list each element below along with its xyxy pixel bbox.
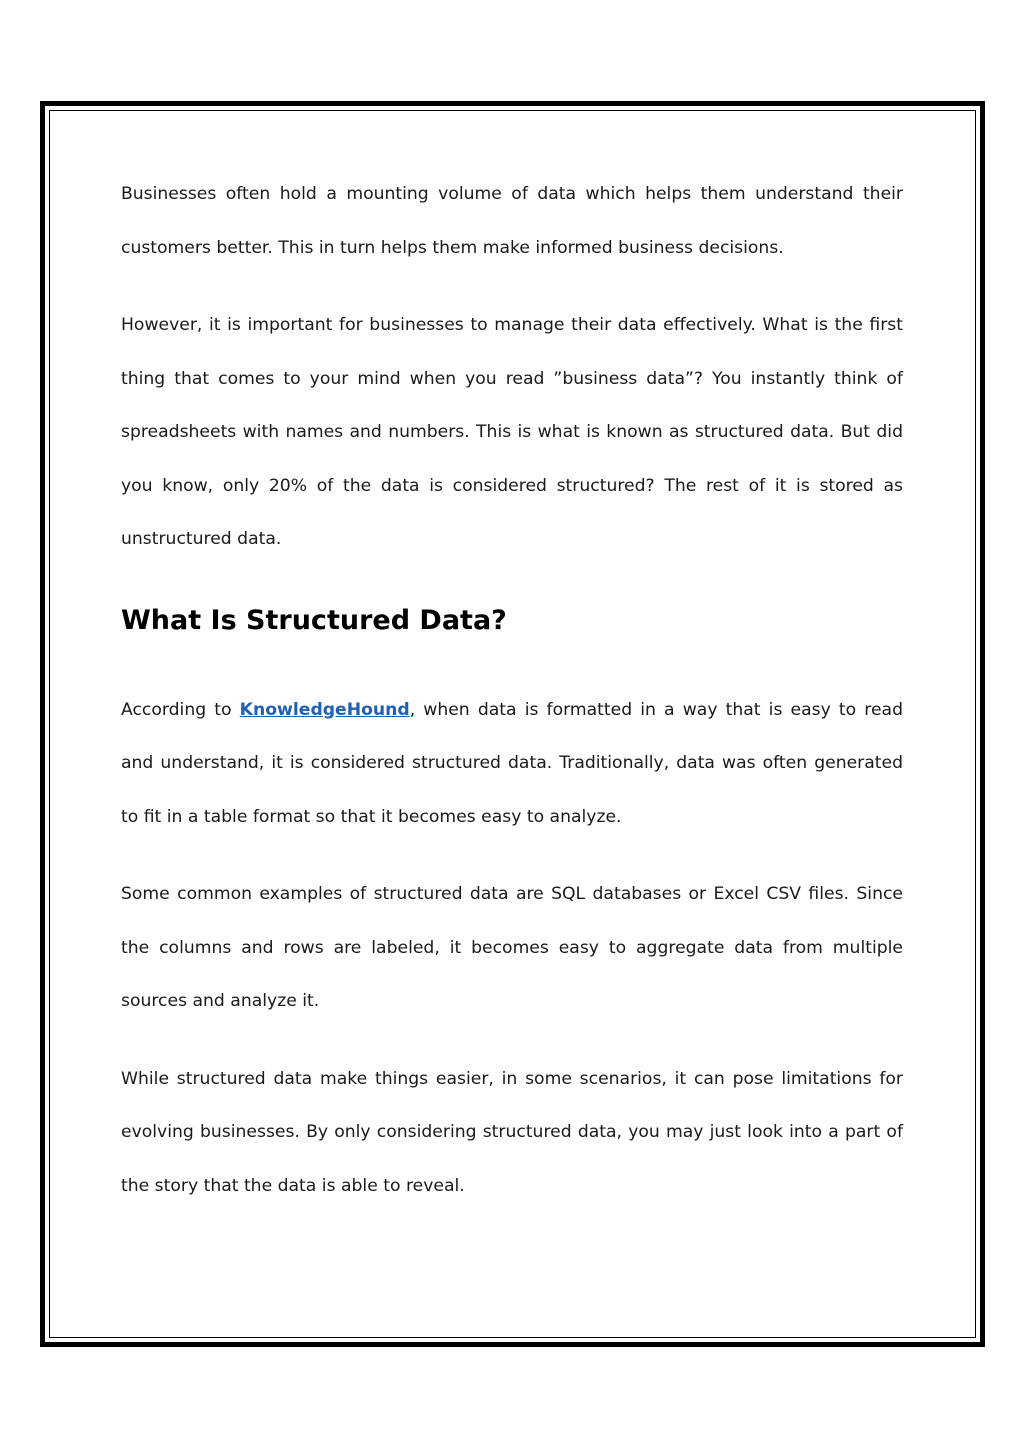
section-paragraph-3: While structured data make things easier, in some scenarios, it can pose limitations for evolving businesses. By only considering structured data, you may just look into a part of the story that the data is able to reveal. [121, 1068, 903, 1196]
intro-paragraph-2: However, it is important for businesses to manage their data effectively. What is the first thing that comes to your mind when you read ”business data”? You instantly think of spreadsheets with names and numbers. This is what is known as structured data. But did you know, only 20% of the data is considered structured? The rest of it is stored as unstructured data. [121, 315, 903, 549]
intro-paragraph-1: Businesses often hold a mounting volume of data which helps them understand their customers better. This in turn helps them make informed business decisions. [121, 184, 903, 258]
section-paragraph-1 [121, 684, 903, 845]
section-paragraph-1-prefix: According to [121, 699, 240, 720]
knowledgehound-link[interactable]: KnowledgeHound [239, 699, 410, 720]
section-paragraph-2: Some common examples of structured data are SQL databases or Excel CSV files. Since the columns and rows are labeled, it becomes easy to aggregate data from multiple sources and analyze it. [121, 884, 903, 1011]
section-paragraph-1-suffix: , when data is formatted in a way that is easy to read and understand, it is considered structured data. Traditionally, data was often generated to fit in a table format so that it becomes easy to analyze. [121, 699, 903, 827]
section-heading: What Is Structured Data? [121, 604, 507, 636]
document-body [121, 168, 903, 1213]
